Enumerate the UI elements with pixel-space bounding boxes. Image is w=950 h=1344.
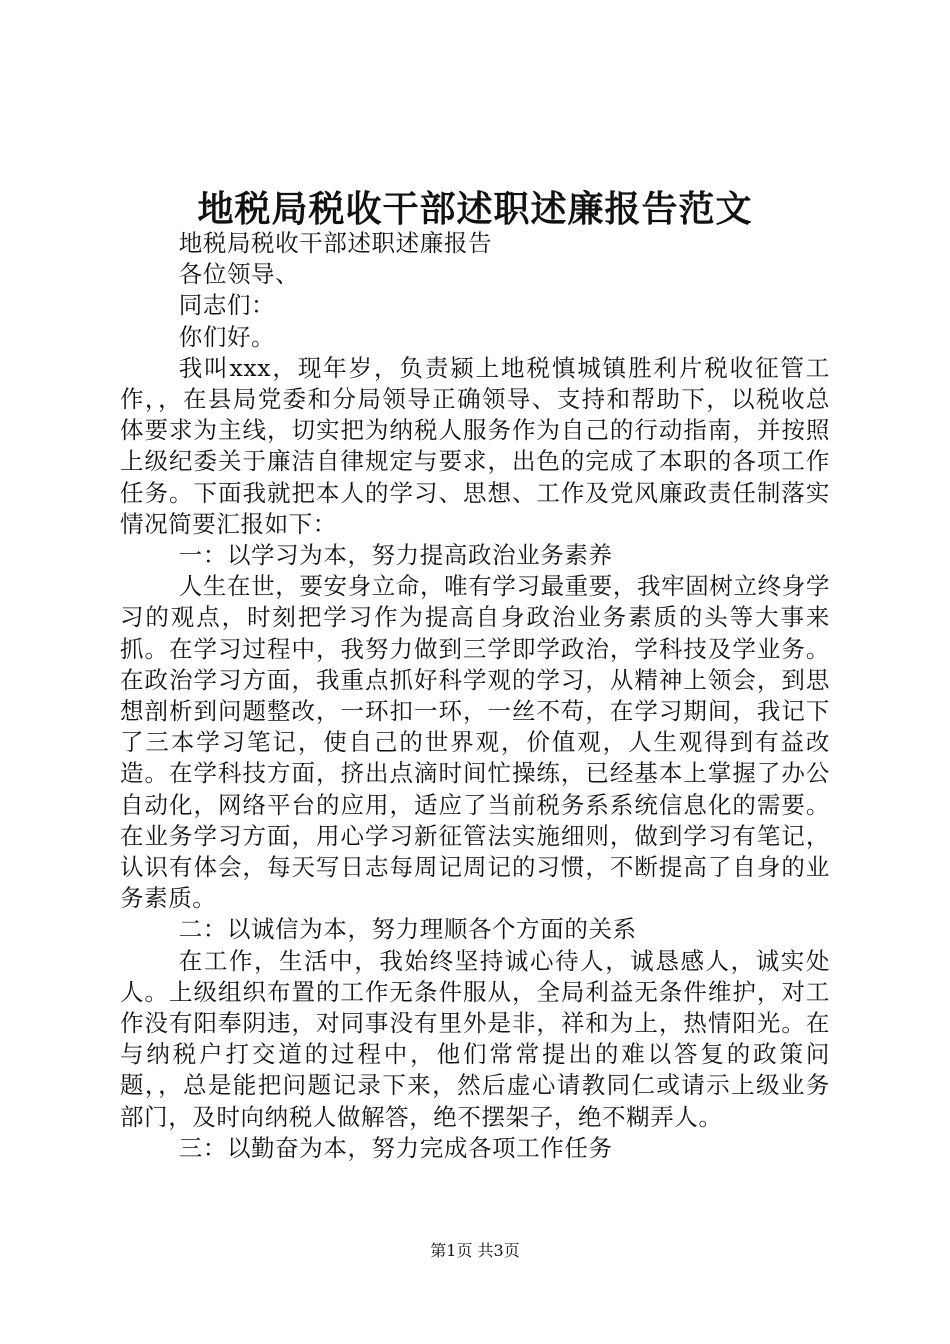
section-heading-1: 一：以学习为本，努力提高政治业务素养 [178, 541, 613, 570]
paragraph-salutation-2: 同志们： [178, 291, 276, 320]
paragraph-salutation-1: 各位领导、 [178, 260, 300, 289]
document-body [120, 228, 830, 1164]
paragraph-subtitle: 地税局税收干部述职述廉报告 [178, 229, 493, 257]
document-title: 地税局税收干部述职述廉报告范文 [197, 188, 753, 230]
paragraph-section-1: 人生在世，要安身立命，唯有学习最重要，我牢固树立终身学习的观点，时刻把学习作为提高自身政治业务素质的头等大事来抓。在学习过程中，我努力做到三学即学政治，学科技及学业务。在政治学习方面，我重点抓好科学观的学习，从精神上领会，到思想剖析到问题整改，一环扣一环，一丝不苟，在学习期间，我记下了三本学习笔记，使自己的世界观，价值观，人生观得到有益改造。在学科技方面，挤出点滴时间忙操练，已经基本上掌握了办公自动化，网络平台的应用，适应了当前税务系系统信息化的需要。在业务学习方面，用心学习新征管法实施细则，做到学习有笔记，认识有体会，每天写日志每周记周记的习惯，不断提高了自身的业务素质。 [120, 572, 830, 913]
section-heading-2: 二：以诚信为本，努力理顺各个方面的关系 [178, 915, 637, 944]
section-heading-3: 三：以勤奋为本，努力完成各项工作任务 [178, 1133, 613, 1162]
paragraph-greeting: 你们好。 [178, 322, 276, 351]
paragraph-intro: 我叫xxx，现年岁，负责颍上地税慎城镇胜利片税收征管工作，，在县局党委和分局领导正确领导、支持和帮助下，以税收总体要求为主线，切实把为纳税人服务作为自己的行动指南，并按照上级纪委关于廉洁自律规定与要求，出色的完成了本职的各项工作任务。下面我就把本人的学习、思想、工作及党风廉政责任制落实情况简要汇报如下： [120, 353, 830, 538]
paragraph-section-2: 在工作，生活中，我始终坚持诚心待人，诚恳感人，诚实处人。上级组织布置的工作无条件服从，全局利益无条件维护，对工作没有阳奉阴违，对同事没有里外是非，祥和为上，热情阳光。在与纳税户打交道的过程中，他们常常提出的难以答复的政策问题，，总是能把问题记录下来，然后虚心请教同仁或请示上级业务部门，及时向纳税人做解答，绝不摆架子，绝不糊弄人。 [120, 946, 830, 1131]
page-number-footer: 第1页 共3页 [430, 1241, 520, 1260]
